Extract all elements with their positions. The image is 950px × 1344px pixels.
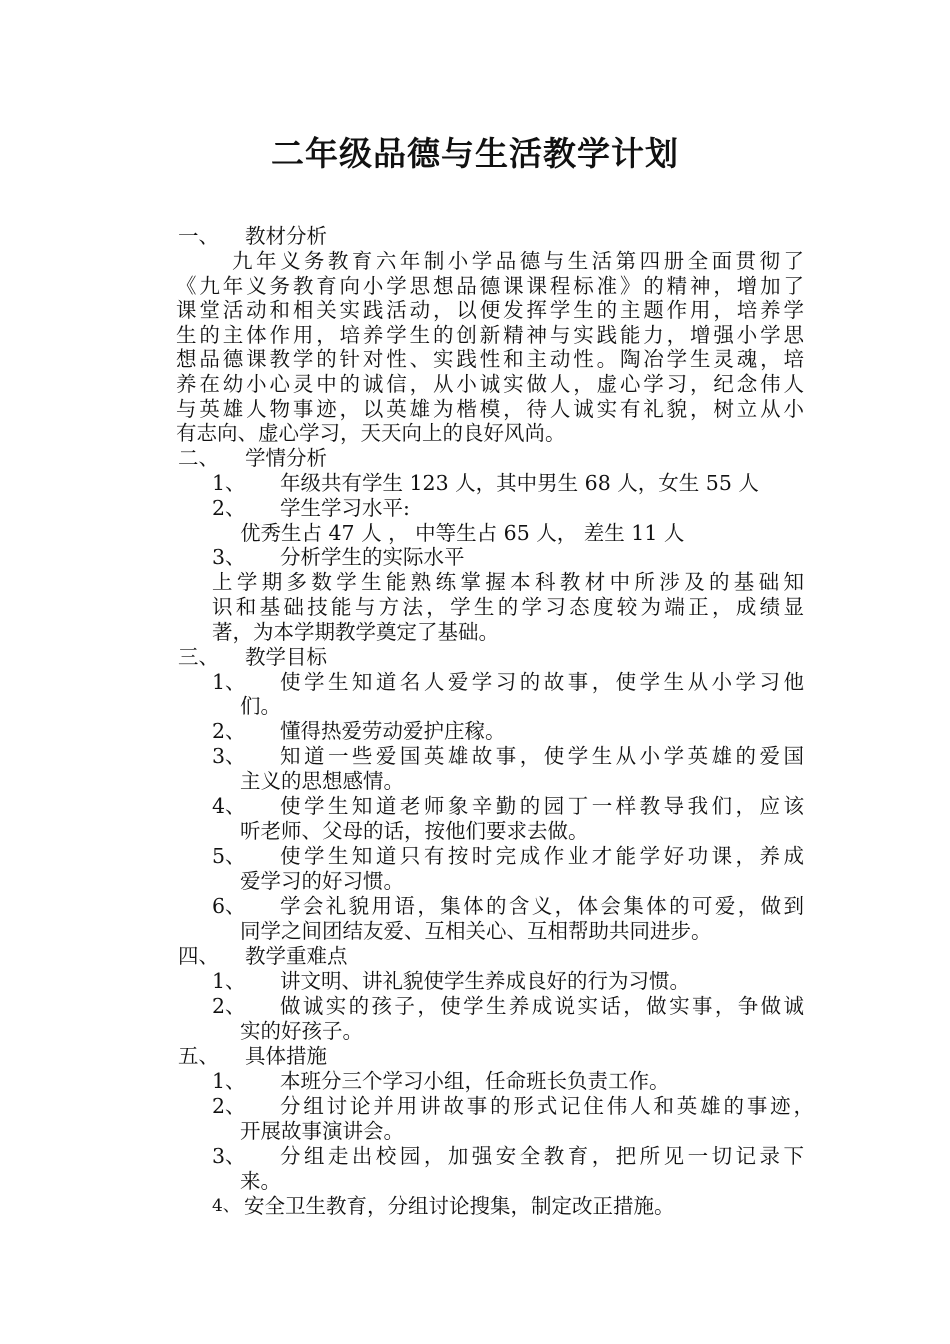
item-number: 3、 [212, 545, 246, 569]
section-1-number: 一、 [178, 224, 219, 248]
section-1-line: 与英雄人物事迹，以英雄为楷模，待人诚实有礼貌，树立从小 [176, 397, 804, 421]
goal-text-continued: 们。 [240, 694, 281, 718]
goal-text: 懂得热爱劳动爱护庄稼。 [280, 719, 506, 743]
goal-text-continued: 同学之间团结友爱、互相关心、互相帮助共同进步。 [240, 919, 712, 943]
section-5-heading: 具体措施 [245, 1044, 327, 1068]
section-3-number: 三、 [178, 645, 219, 669]
goal-text: 使学生知道只有按时完成作业才能学好功课，养成 [280, 844, 804, 868]
section-1-line: 生的主体作用，培养学生的创新精神与实践能力，增强小学思 [176, 323, 804, 347]
section-2-line: 著，为本学期教学奠定了基础。 [212, 620, 499, 644]
measure-text: 安全卫生教育，分组讨论搜集，制定改正措施。 [244, 1194, 675, 1218]
item-number: 3、 [212, 1144, 246, 1168]
student-count-text: 年级共有学生 123 人，其中男生 68 人，女生 55 人 [280, 471, 759, 495]
item-number: 4、 [212, 1196, 240, 1216]
item-number: 4、 [212, 794, 246, 818]
section-4-number: 四、 [178, 944, 219, 968]
measure-text: 本班分三个学习小组，任命班长负责工作。 [280, 1069, 670, 1093]
goal-text: 学会礼貌用语，集体的含义，体会集体的可爱，做到 [280, 894, 804, 918]
item-number: 1、 [212, 471, 246, 495]
section-3-heading: 教学目标 [245, 645, 327, 669]
goal-text: 使学生知道名人爱学习的故事，使学生从小学习他 [280, 670, 804, 694]
item-number: 5、 [212, 844, 246, 868]
section-1-line: 养在幼小心灵中的诚信，从小诚实做人，虚心学习，纪念伟人 [176, 372, 804, 396]
item-number: 2、 [212, 994, 246, 1018]
section-2-line: 上学期多数学生能熟练掌握本科教材中所涉及的基础知 [212, 570, 804, 594]
item-number: 3、 [212, 744, 246, 768]
section-2-number: 二、 [178, 446, 219, 470]
section-1-heading: 教材分析 [245, 224, 327, 248]
section-1-line: 课堂活动和相关实践活动，以便发挥学生的主题作用，培养学 [176, 298, 804, 322]
actual-level-text: 分析学生的实际水平 [280, 545, 465, 569]
goal-text: 使学生知道老师象辛勤的园丁一样教导我们，应该 [280, 794, 804, 818]
section-4-heading: 教学重难点 [245, 944, 348, 968]
item-number: 1、 [212, 1069, 246, 1093]
item-number: 2、 [212, 719, 246, 743]
item-number: 2、 [212, 496, 246, 520]
learning-level-text: 学生学习水平: [280, 496, 410, 520]
measure-text: 分组走出校园，加强安全教育，把所见一切记录下 [280, 1144, 804, 1168]
goal-text-continued: 听老师、父母的话，按他们要求去做。 [240, 819, 589, 843]
section-2-heading: 学情分析 [245, 446, 327, 470]
level-breakdown-text: 优秀生占 47 人 ， 中等生占 65 人， 差生 11 人 [240, 521, 685, 545]
section-2-line: 识和基础技能与方法，学生的学习态度较为端正，成绩显 [212, 595, 804, 619]
item-number: 1、 [212, 670, 246, 694]
document-title: 二年级品德与生活教学计划 [271, 134, 679, 173]
section-1-line: 《九年义务教育向小学思想品德课课程标准》的精神，增加了 [176, 274, 804, 298]
item-number: 1、 [212, 969, 246, 993]
goal-text: 知道一些爱国英雄故事，使学生从小学英雄的爱国 [280, 744, 804, 768]
key-point-text-continued: 实的好孩子。 [240, 1019, 363, 1043]
item-number: 2、 [212, 1094, 246, 1118]
goal-text-continued: 主义的思想感情。 [240, 769, 404, 793]
key-point-text: 讲文明、讲礼貌使学生养成良好的行为习惯。 [280, 969, 690, 993]
measure-text: 分组讨论并用讲故事的形式记住伟人和英雄的事迹， [280, 1094, 814, 1118]
key-point-text: 做诚实的孩子，使学生养成说实话，做实事，争做诚 [280, 994, 804, 1018]
item-number: 6、 [212, 894, 246, 918]
measure-text-continued: 开展故事演讲会。 [240, 1119, 404, 1143]
section-5-number: 五、 [178, 1044, 219, 1068]
measure-text-continued: 来。 [240, 1169, 281, 1193]
section-1-line: 九年义务教育六年制小学品德与生活第四册全面贯彻了 [232, 249, 804, 273]
section-1-line: 有志向、虚心学习，天天向上的良好风尚。 [176, 421, 566, 445]
section-1-line: 想品德课教学的针对性、实践性和主动性。陶冶学生灵魂，培 [176, 347, 804, 371]
goal-text-continued: 爱学习的好习惯。 [240, 869, 404, 893]
